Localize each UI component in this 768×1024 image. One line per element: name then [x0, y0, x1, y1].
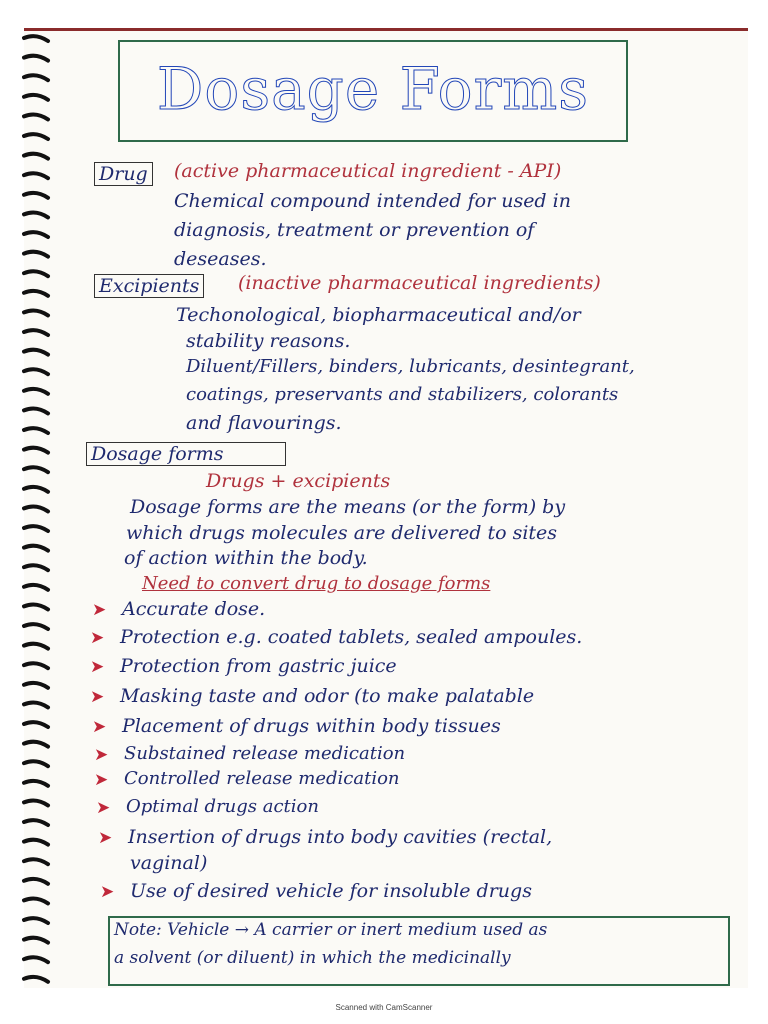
spiral-coil	[24, 781, 48, 786]
note-line-2: a solvent (or diluent) in which the medicinally	[114, 948, 511, 968]
spiral-coil	[24, 389, 48, 394]
need-item: Use of desired vehicle for insoluble drugs	[130, 880, 532, 902]
spiral-coil	[24, 36, 48, 41]
need-item: Protection from gastric juice	[120, 655, 397, 677]
spiral-coil	[24, 742, 48, 747]
excipients-line-2: stability reasons.	[186, 330, 351, 352]
bullet-arrow-icon: ➤	[94, 770, 109, 790]
bullet-arrow-icon: ➤	[92, 717, 107, 737]
spiral-coil	[24, 879, 48, 884]
spiral-coil	[24, 252, 48, 257]
bullet-arrow-icon: ➤	[94, 745, 109, 765]
spiral-coil	[24, 448, 48, 453]
excipients-line-1: Techonological, biopharmaceutical and/or	[176, 304, 581, 326]
spiral-coil	[24, 663, 48, 668]
spiral-coil	[24, 859, 48, 864]
need-item: Protection e.g. coated tablets, sealed ampoules.	[120, 626, 583, 648]
spiral-coil	[24, 232, 48, 237]
need-item: Placement of drugs within body tissues	[122, 715, 501, 737]
excipients-subtitle: (inactive pharmaceutical ingredients)	[238, 272, 601, 294]
spiral-coil	[24, 95, 48, 100]
dosage-forms-formula: Drugs + excipients	[206, 470, 391, 492]
spiral-coil	[24, 154, 48, 159]
spiral-coil	[24, 114, 48, 119]
spiral-coil	[24, 800, 48, 805]
need-heading: Need to convert drug to dosage forms	[142, 573, 491, 594]
drug-subtitle: (active pharmaceutical ingredient - API)	[174, 160, 562, 182]
spiral-coil	[24, 820, 48, 825]
need-item: Masking taste and odor (to make palatable	[120, 685, 535, 707]
spiral-coil	[24, 957, 48, 962]
spiral-coil	[24, 271, 48, 276]
spiral-coil	[24, 702, 48, 707]
bullet-arrow-icon: ➤	[90, 628, 105, 648]
spiral-coil	[24, 840, 48, 845]
dosage-forms-line-1: Dosage forms are the means (or the form) by	[130, 496, 566, 518]
bullet-arrow-icon: ➤	[92, 600, 107, 620]
spiral-coil	[24, 683, 48, 688]
scanner-footer: Scanned with CamScanner	[335, 1003, 433, 1012]
dosage-forms-line-3: of action within the body.	[124, 547, 368, 569]
spiral-coil	[24, 369, 48, 374]
excipients-line-5: and flavourings.	[186, 412, 342, 434]
spiral-coil	[24, 565, 48, 570]
spiral-coil	[24, 506, 48, 511]
spiral-coil	[24, 408, 48, 413]
spiral-coil	[24, 212, 48, 217]
spiral-coil	[24, 75, 48, 80]
spiral-coil	[24, 310, 48, 315]
spiral-coil	[24, 938, 48, 943]
need-item: Controlled release medication	[124, 768, 400, 789]
spiral-coil	[24, 977, 48, 982]
drug-line-3: deseases.	[174, 248, 267, 270]
drug-line-2: diagnosis, treatment or prevention of	[174, 219, 535, 241]
spiral-coil	[24, 898, 48, 903]
bullet-arrow-icon: ➤	[96, 798, 111, 818]
spiral-coil	[24, 173, 48, 178]
drug-line-1: Chemical compound intended for used in	[174, 190, 571, 212]
spiral-coil	[24, 428, 48, 433]
need-item: vaginal)	[130, 852, 208, 874]
spiral-coil	[24, 918, 48, 923]
spiral-coil	[24, 291, 48, 296]
need-item: Insertion of drugs into body cavities (rectal,	[128, 826, 553, 848]
page-title: Dosage Forms	[156, 55, 590, 123]
spiral-coil	[24, 585, 48, 590]
bullet-arrow-icon: ➤	[90, 657, 105, 677]
excipients-label: Excipients	[94, 274, 204, 298]
spiral-coil	[24, 193, 48, 198]
spiral-coil	[24, 526, 48, 531]
spiral-coil	[24, 56, 48, 61]
spiral-binding	[20, 30, 60, 990]
dosage-forms-line-2: which drugs molecules are delivered to sites	[126, 522, 558, 544]
dosage-forms-label: Dosage forms	[86, 442, 286, 466]
spiral-coil	[24, 467, 48, 472]
excipients-line-3: Diluent/Fillers, binders, lubricants, desintegrant,	[186, 356, 635, 377]
spiral-coil	[24, 722, 48, 727]
need-item: Accurate dose.	[122, 598, 266, 620]
spiral-coil	[24, 546, 48, 551]
excipients-line-4: coatings, preservants and stabilizers, colorants	[186, 384, 619, 405]
spiral-coil	[24, 644, 48, 649]
spiral-coil	[24, 330, 48, 335]
bullet-arrow-icon: ➤	[90, 687, 105, 707]
spiral-coil	[24, 487, 48, 492]
need-item: Optimal drugs action	[126, 796, 319, 817]
spiral-coil	[24, 350, 48, 355]
note-line-1: Note: Vehicle → A carrier or inert medium used as	[114, 920, 548, 940]
bullet-arrow-icon: ➤	[98, 828, 113, 848]
spiral-coil	[24, 624, 48, 629]
spiral-coil	[24, 761, 48, 766]
need-item: Substained release medication	[124, 743, 406, 764]
spiral-coil	[24, 134, 48, 139]
drug-label: Drug	[94, 162, 153, 186]
bullet-arrow-icon: ➤	[100, 882, 115, 902]
spiral-coil	[24, 604, 48, 609]
